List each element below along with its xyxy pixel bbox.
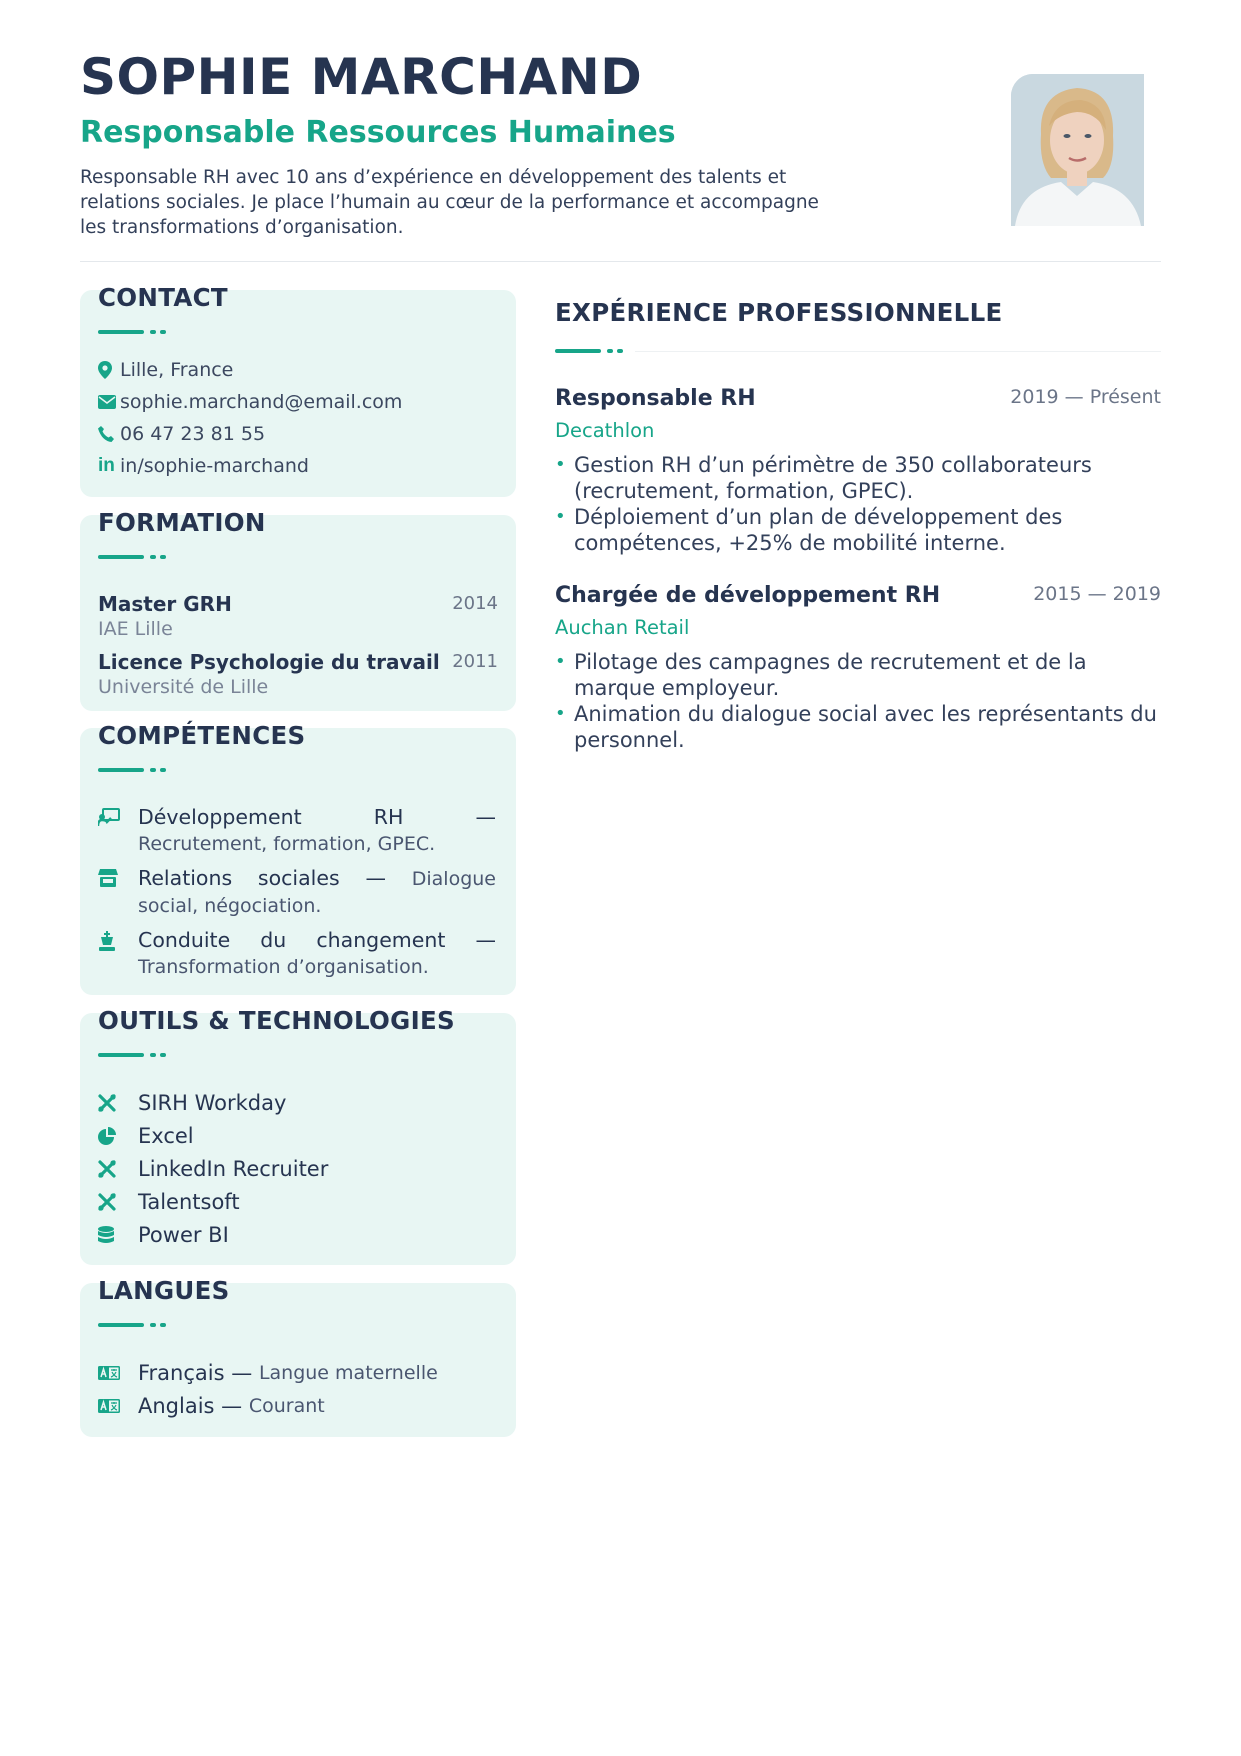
- job-role: Responsable Ressources Humaines: [80, 115, 676, 150]
- skill-item: [98, 865, 498, 919]
- tools-icon: [98, 1193, 138, 1211]
- database-icon: [98, 1226, 138, 1244]
- formation-year: 2011: [452, 650, 498, 672]
- formation-item: [98, 591, 498, 642]
- profile-summary: Responsable RH avec 10 ans d’expérience en développement des talents et relations sociales. Je place l’humain au cœur de la performance et accompagne les transformations d’organisation.: [80, 167, 819, 238]
- language-icon: [98, 1366, 138, 1380]
- language-level: Langue maternelle: [258, 1362, 438, 1384]
- experience-item: [555, 581, 1161, 753]
- contact-heading: CONTACT: [98, 283, 228, 312]
- envelope-icon: [98, 395, 118, 409]
- skill-description: Dialogue social, négociation.: [138, 867, 496, 917]
- heading-decoration: [98, 330, 498, 336]
- skill-name: Conduite du changement —: [138, 927, 496, 952]
- job-dates: 2019 — Présent: [1010, 386, 1161, 408]
- heading-decoration: [98, 1323, 498, 1329]
- heading-decoration: [98, 555, 498, 561]
- formation-school: Université de Lille: [98, 675, 269, 698]
- tool-name: Talentsoft: [138, 1190, 240, 1214]
- languages-card: [80, 1276, 516, 1437]
- skill-item: [98, 927, 498, 980]
- tool-item: [98, 1186, 498, 1219]
- formation-school: IAE Lille: [98, 617, 173, 640]
- language-icon: [98, 1399, 138, 1413]
- contact-card: [80, 283, 516, 497]
- contact-phone-text: 06 47 23 81 55: [120, 422, 266, 445]
- map-marker-icon: [98, 361, 118, 379]
- skill-description: Transformation d’organisation.: [138, 955, 429, 978]
- job-dates: 2015 — 2019: [1033, 583, 1161, 605]
- language-name: Français: [138, 1361, 225, 1385]
- experience-item: [555, 384, 1161, 556]
- phone-icon: [98, 426, 118, 442]
- contact-email[interactable]: [98, 386, 498, 418]
- contact-location: [98, 354, 498, 386]
- contact-linkedin-text: in/sophie-marchand: [120, 454, 309, 477]
- formation-degree: Master GRH: [98, 591, 232, 616]
- heading-decoration: [98, 768, 498, 774]
- language-separator: —: [221, 1394, 243, 1418]
- skill-description: Recrutement, formation, GPEC.: [138, 832, 436, 855]
- header-divider: [80, 261, 1161, 262]
- language-name: Anglais: [138, 1394, 215, 1418]
- job-bullets: [555, 452, 1161, 556]
- tools-card: [80, 1006, 516, 1265]
- competences-heading: COMPÉTENCES: [98, 721, 306, 750]
- languages-heading: LANGUES: [98, 1276, 230, 1305]
- formation-card: [80, 508, 516, 711]
- contact-phone[interactable]: [98, 418, 498, 450]
- profile-photo: [1011, 74, 1144, 226]
- formation-degree: Licence Psychologie du travail: [98, 649, 440, 674]
- chalkboard-teacher-icon: [98, 804, 138, 830]
- tool-item: [98, 1087, 498, 1120]
- tool-item: [98, 1120, 498, 1153]
- tools-icon: [98, 1094, 138, 1112]
- tools-icon: [98, 1160, 138, 1178]
- heading-decoration: [98, 1053, 498, 1059]
- job-bullet: • Déploiement d’un plan de développement des compétences, +25% de mobilité interne.: [555, 504, 1161, 556]
- job-title: Chargée de développement RH: [555, 583, 941, 608]
- tools-heading: OUTILS & TECHNOLOGIES: [98, 1006, 455, 1035]
- heading-decoration: [555, 349, 1161, 355]
- contact-linkedin[interactable]: [98, 450, 498, 482]
- contact-email-text: sophie.marchand@email.com: [120, 390, 403, 413]
- candidate-name: SOPHIE MARCHAND: [80, 48, 643, 106]
- job-company: Decathlon: [555, 419, 655, 442]
- language-item: [98, 1390, 498, 1423]
- tool-name: Power BI: [138, 1223, 229, 1247]
- tool-name: Excel: [138, 1124, 194, 1148]
- job-bullet: • Animation du dialogue social avec les représentants du personnel.: [555, 701, 1161, 753]
- tool-name: LinkedIn Recruiter: [138, 1157, 329, 1181]
- store-icon: [98, 865, 138, 891]
- competences-card: [80, 721, 516, 995]
- formation-year: 2014: [452, 592, 498, 614]
- job-bullet: • Gestion RH d’un périmètre de 350 collaborateurs (recrutement, formation, GPEC).: [555, 452, 1161, 504]
- job-company: Auchan Retail: [555, 616, 690, 639]
- tool-item: [98, 1219, 498, 1252]
- chess-king-icon: [98, 927, 138, 955]
- language-separator: —: [231, 1361, 253, 1385]
- skill-name: Relations sociales —: [138, 865, 386, 890]
- language-item: [98, 1357, 498, 1390]
- contact-location-text: Lille, France: [120, 358, 234, 381]
- tool-name: SIRH Workday: [138, 1091, 287, 1115]
- skill-name: Développement RH —: [138, 804, 496, 829]
- skill-item: [98, 804, 498, 857]
- language-level: Courant: [248, 1395, 325, 1417]
- chart-pie-icon: [98, 1127, 138, 1145]
- job-bullet: • Pilotage des campagnes de recrutement et de la marque employeur.: [555, 649, 1161, 701]
- experience-heading: EXPÉRIENCE PROFESSIONNELLE: [555, 298, 1003, 327]
- linkedin-icon: in: [98, 454, 115, 476]
- job-bullets: [555, 649, 1161, 753]
- formation-item: [98, 649, 498, 700]
- formation-heading: FORMATION: [98, 508, 266, 537]
- job-title: Responsable RH: [555, 386, 756, 411]
- tool-item: [98, 1153, 498, 1186]
